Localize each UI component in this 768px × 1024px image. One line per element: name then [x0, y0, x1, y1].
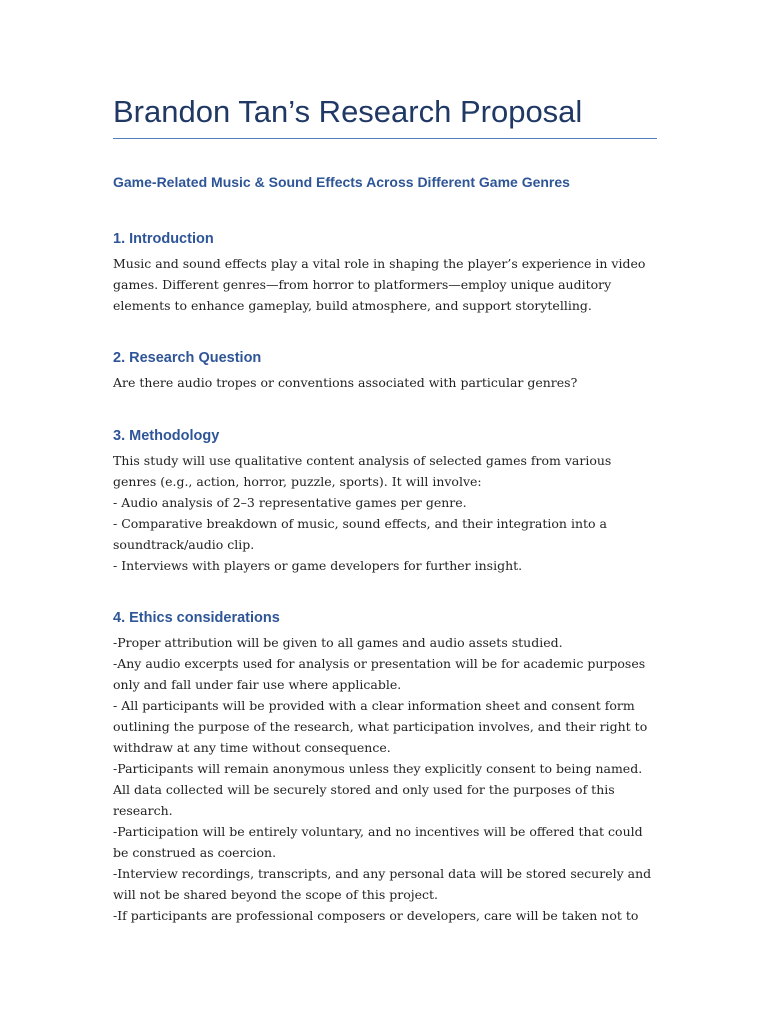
text-line: - All participants will be provided with a clear information sheet and consent form	[113, 698, 635, 713]
section-introduction	[113, 229, 658, 316]
section-methodology	[113, 426, 658, 576]
document-subtitle: Game-Related Music & Sound Effects Across Different Game Genres	[113, 174, 570, 190]
text-line: -Participants will remain anonymous unless they explicitly consent to being named.	[113, 761, 643, 776]
text-line: will not be shared beyond the scope of this project.	[113, 887, 439, 902]
section-heading-ethics: 4. Ethics considerations	[113, 610, 280, 626]
text-line: - Audio analysis of 2–3 representative games per genre.	[113, 495, 467, 510]
text-line: elements to enhance gameplay, build atmosphere, and support storytelling.	[113, 298, 592, 313]
title-divider	[113, 138, 657, 139]
text-line: -Interview recordings, transcripts, and any personal data will be stored securely and	[113, 866, 652, 881]
section-body-ethics	[113, 632, 658, 926]
section-body-introduction	[113, 253, 658, 316]
text-line: This study will use qualitative content analysis of selected games from various	[113, 453, 612, 468]
text-line: Are there audio tropes or conventions associated with particular genres?	[113, 375, 578, 390]
section-ethics	[113, 608, 658, 926]
text-line: - Comparative breakdown of music, sound effects, and their integration into a	[113, 516, 607, 531]
text-line: - Interviews with players or game developers for further insight.	[113, 558, 523, 573]
text-line: -Proper attribution will be given to all games and audio assets studied.	[113, 635, 563, 650]
text-line: outlining the purpose of the research, what participation involves, and their right to	[113, 719, 648, 734]
text-line: only and fall under fair use where applicable.	[113, 677, 402, 692]
text-line: research.	[113, 803, 173, 818]
text-line: -Any audio excerpts used for analysis or presentation will be for academic purposes	[113, 656, 646, 671]
text-line: Music and sound effects play a vital role in shaping the player’s experience in video	[113, 256, 646, 271]
section-research-question	[113, 348, 658, 393]
section-heading-research-question: 2. Research Question	[113, 350, 262, 366]
section-heading-methodology: 3. Methodology	[113, 428, 220, 444]
text-line: -Participation will be entirely voluntary, and no incentives will be offered that could	[113, 824, 643, 839]
text-line: All data collected will be securely stored and only used for the purposes of this	[113, 782, 615, 797]
text-line: withdraw at any time without consequence.	[113, 740, 391, 755]
text-line: -If participants are professional composers or developers, care will be taken not to	[113, 908, 639, 923]
text-line: soundtrack/audio clip.	[113, 537, 255, 552]
text-line: games. Different genres—from horror to platformers—employ unique auditory	[113, 277, 612, 292]
text-line: genres (e.g., action, horror, puzzle, sports). It will involve:	[113, 474, 482, 489]
section-body-research-question	[113, 372, 658, 393]
section-body-methodology	[113, 450, 658, 576]
text-line: be construed as coercion.	[113, 845, 277, 860]
section-heading-introduction: 1. Introduction	[113, 231, 214, 247]
document-title: Brandon Tan’s Research Proposal	[113, 94, 583, 129]
